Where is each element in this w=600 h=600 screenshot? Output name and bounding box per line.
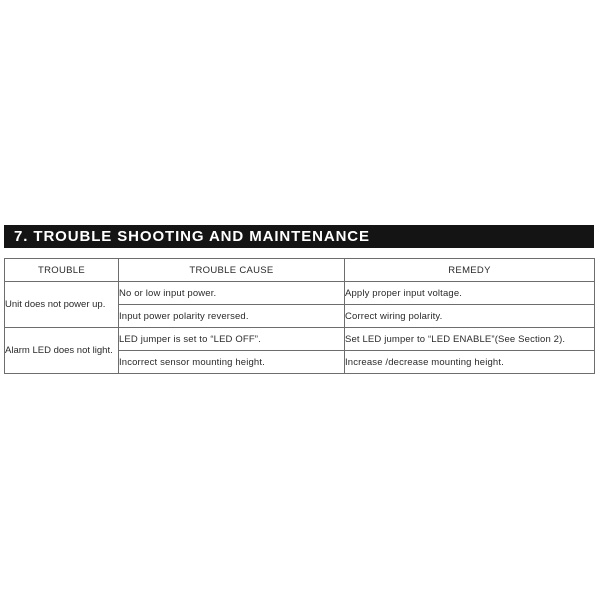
cause-cell: Incorrect sensor mounting height. (119, 351, 345, 374)
cause-cell: No or low input power. (119, 282, 345, 305)
header-remedy: REMEDY (345, 259, 595, 282)
cause-cell: LED jumper is set to “LED OFF”. (119, 328, 345, 351)
remedy-cell: Correct wiring polarity. (345, 305, 595, 328)
trouble-cell: Alarm LED does not light. (5, 328, 119, 374)
remedy-cell: Set LED jumper to “LED ENABLE”(See Section 2). (345, 328, 595, 351)
troubleshooting-table (4, 258, 595, 374)
table-header-row (5, 259, 595, 282)
header-trouble: TROUBLE (5, 259, 119, 282)
cause-cell: Input power polarity reversed. (119, 305, 345, 328)
section-title: 7. TROUBLE SHOOTING AND MAINTENANCE (4, 225, 594, 248)
remedy-cell: Apply proper input voltage. (345, 282, 595, 305)
remedy-cell: Increase /decrease mounting height. (345, 351, 595, 374)
trouble-cell: Unit does not power up. (5, 282, 119, 328)
table-row (5, 328, 595, 351)
header-trouble-cause: TROUBLE CAUSE (119, 259, 345, 282)
table-row (5, 282, 595, 305)
